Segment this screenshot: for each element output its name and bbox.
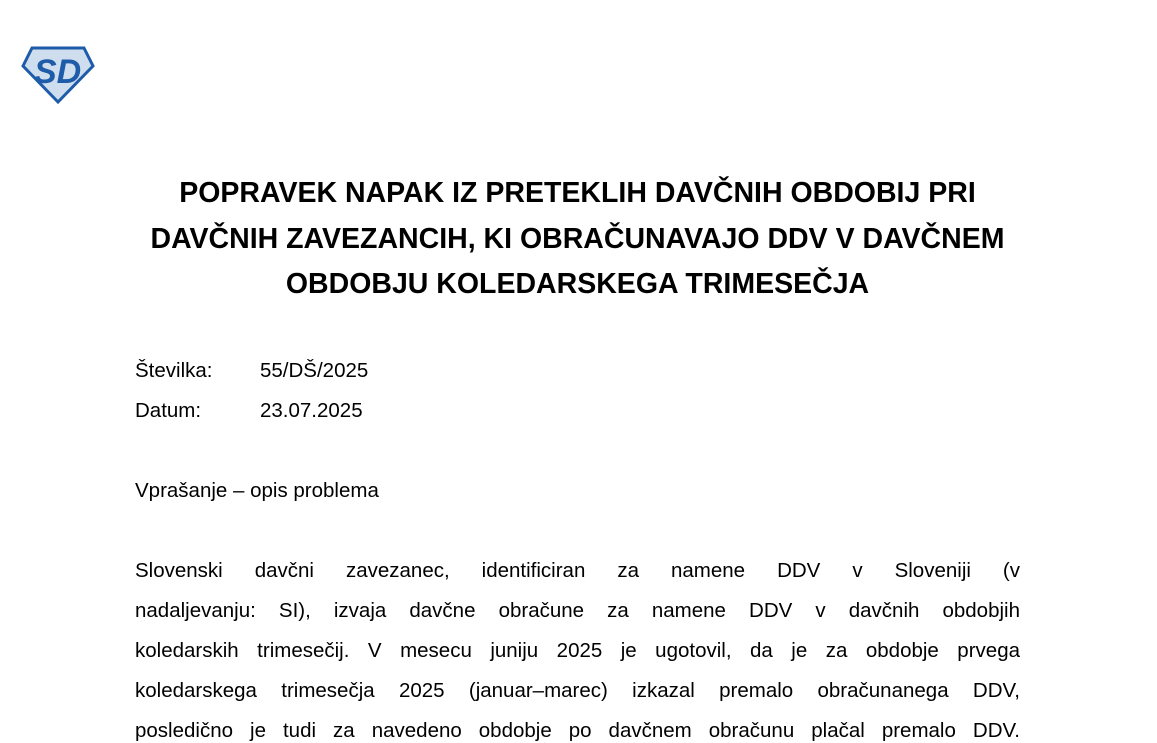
date-value: 23.07.2025 xyxy=(260,399,363,422)
meta-row-number xyxy=(135,351,368,391)
paragraph-line-1: Slovenski davčni zavezanec, identificiran za namene DDV v Sloveniji (v xyxy=(135,559,1020,582)
date-label: Datum: xyxy=(135,399,202,422)
sd-logo-icon xyxy=(21,45,95,105)
body-paragraph xyxy=(135,551,1020,743)
paragraph-line-4: koledarskega trimesečja 2025 (januar–marec) izkazal premalo obračunanega DDV, xyxy=(135,679,1020,702)
paragraph-line-2: nadaljevanju: SI), izvaja davčne obračune za namene DDV v davčnih obdobjih xyxy=(135,599,1020,622)
number-label: Številka: xyxy=(135,359,213,382)
title-line-1: POPRAVEK NAPAK IZ PRETEKLIH DAVČNIH OBDOBIJ PRI xyxy=(179,177,976,209)
title-line-2: DAVČNIH ZAVEZANCIH, KI OBRAČUNAVAJO DDV V DAVČNEM xyxy=(150,222,1005,255)
title-line-3: OBDOBJU KOLEDARSKEGA TRIMESEČJA xyxy=(285,268,870,300)
paragraph-line-5: posledično je tudi za navedeno obdobje po davčnem obračunu plačal premalo DDV. xyxy=(135,719,1020,742)
section-heading: Vprašanje – opis problema xyxy=(135,479,379,502)
document-meta xyxy=(135,351,368,431)
paragraph-line-3: koledarskih trimesečij. V mesecu juniju 2025 je ugotovil, da je za obdobje prvega xyxy=(135,639,1020,662)
logo-letters: SD xyxy=(34,53,82,91)
number-value: 55/DŠ/2025 xyxy=(260,359,369,382)
meta-row-date xyxy=(135,391,368,431)
document-title xyxy=(135,171,1020,308)
